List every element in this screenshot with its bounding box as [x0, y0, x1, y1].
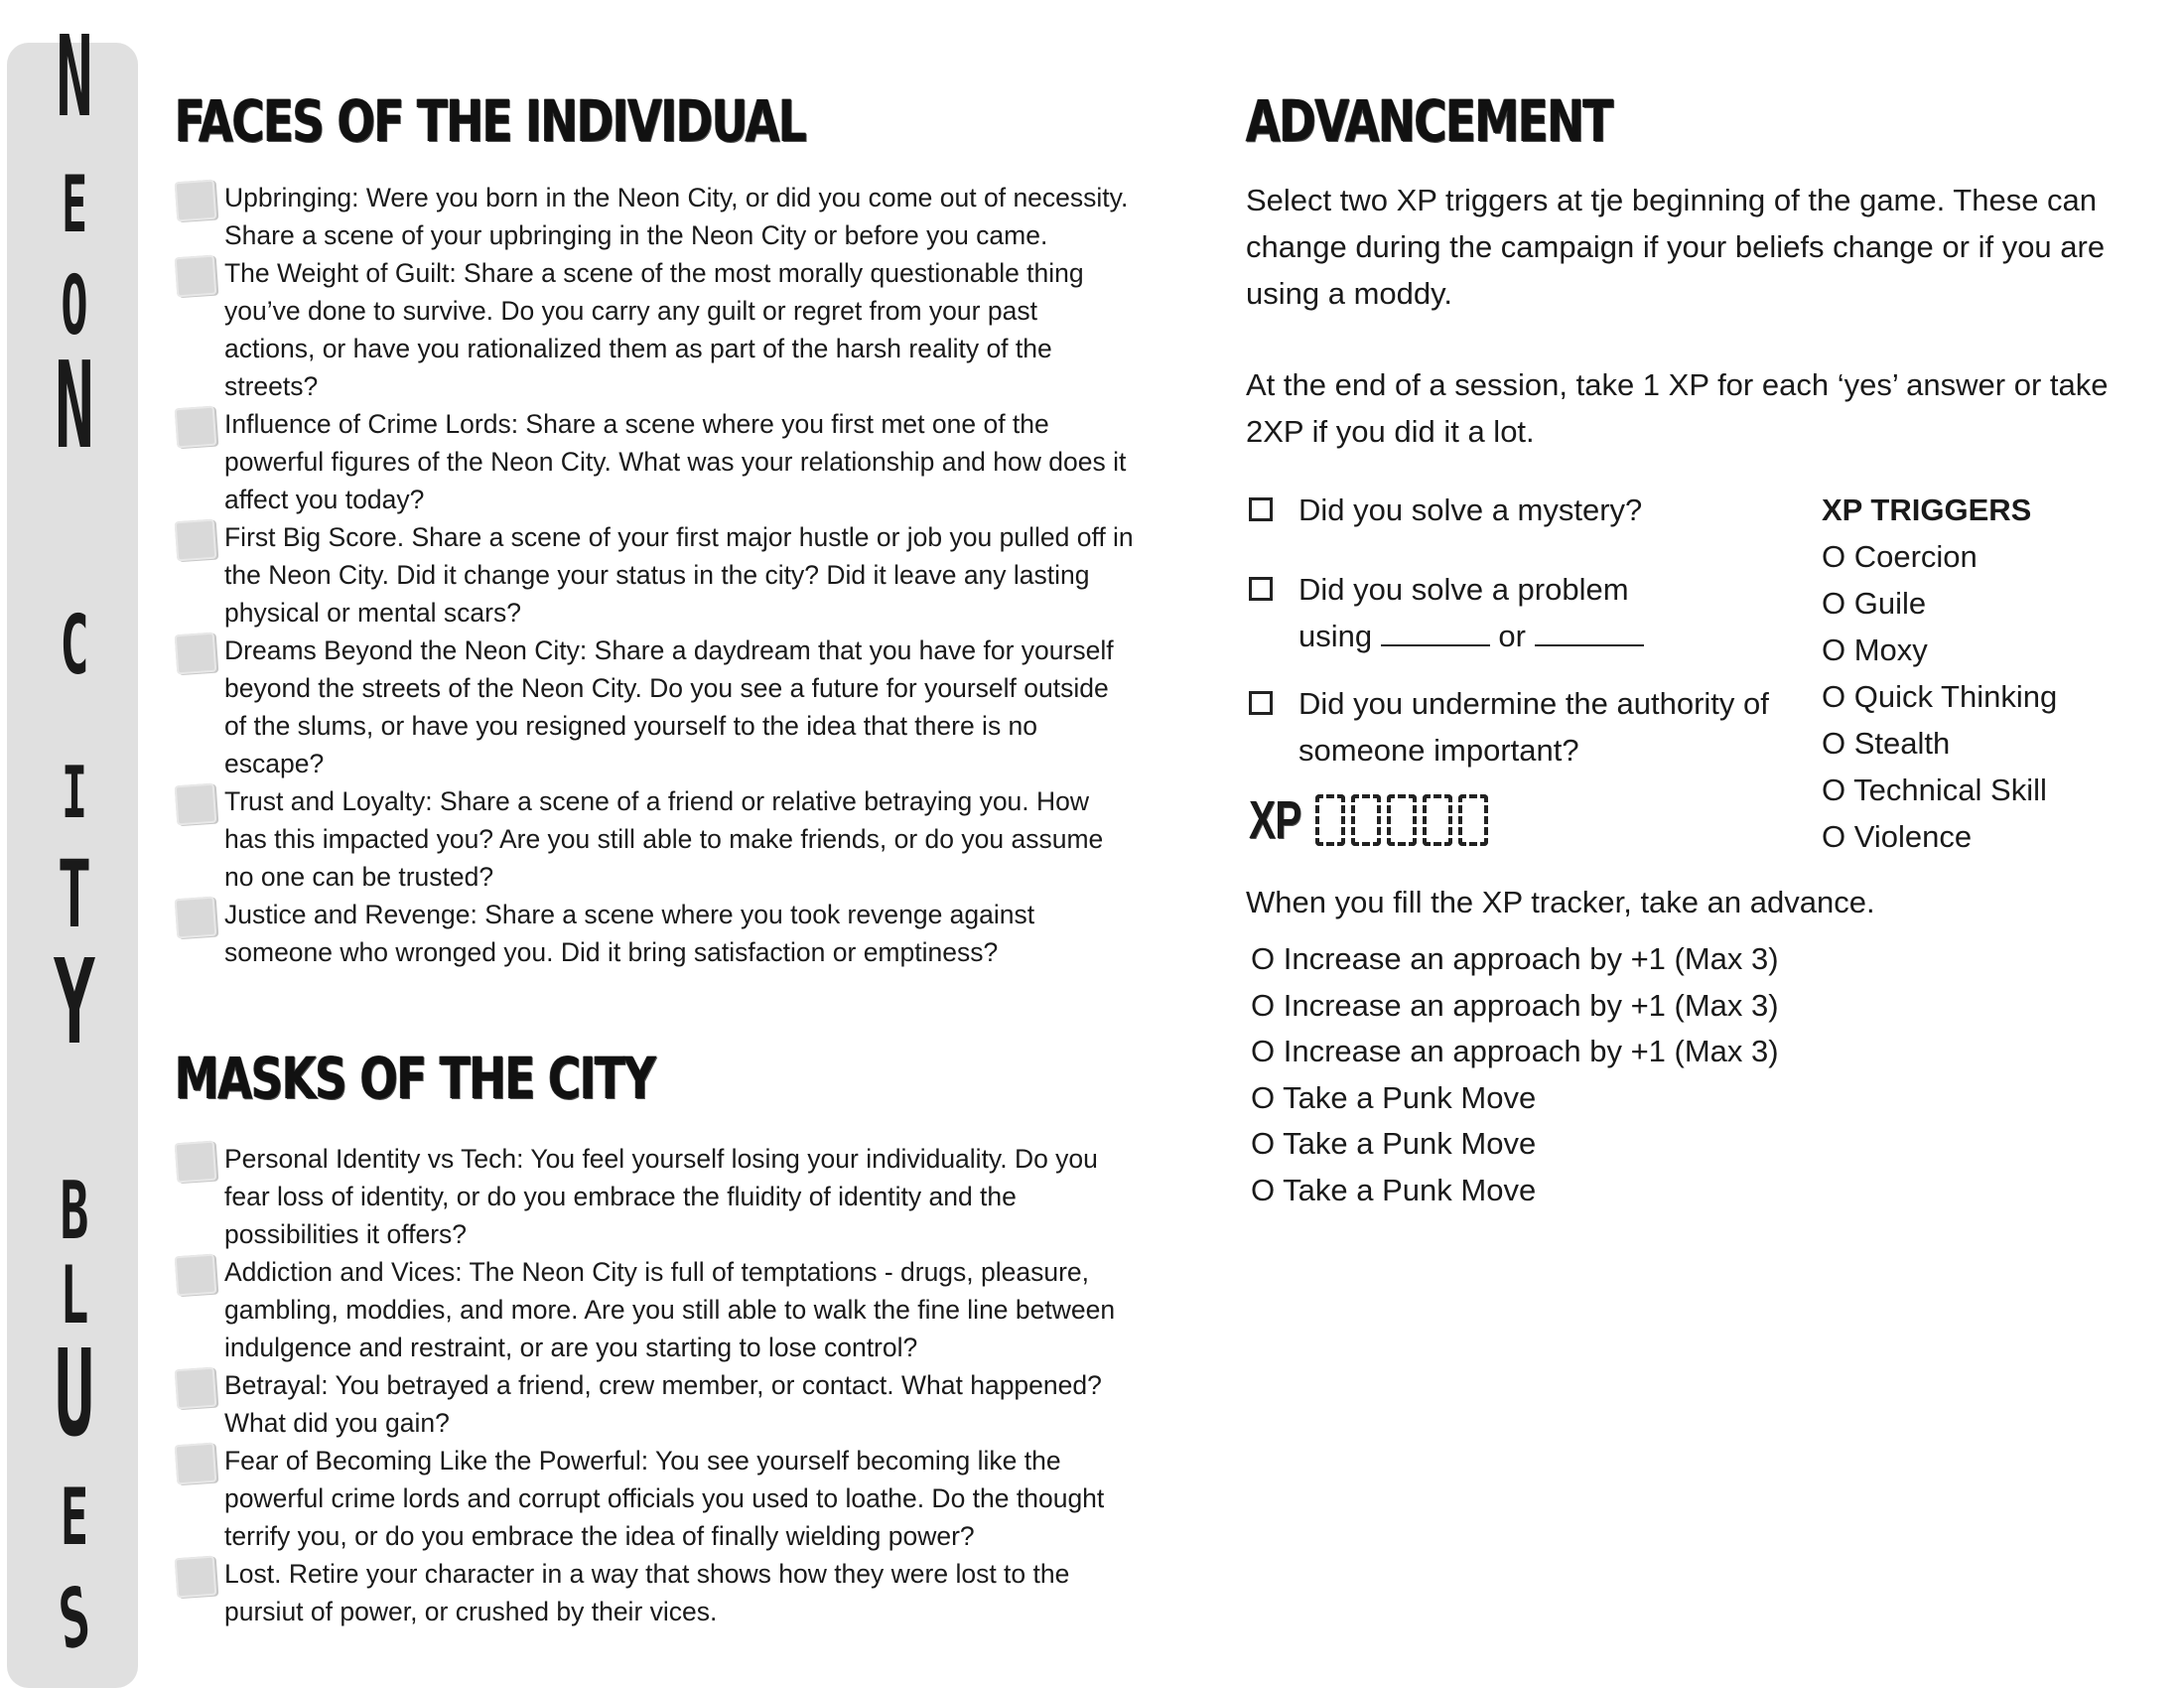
- checkbox-icon[interactable]: [1249, 577, 1273, 601]
- sidebar-letter: C: [60, 599, 89, 693]
- question-text: Did you undermine the authority of someone important?: [1298, 686, 1769, 768]
- tracker-instruction: When you fill the XP tracker, take an advance.: [1246, 885, 1875, 919]
- checkbox-icon[interactable]: [175, 519, 217, 562]
- masks-list: [171, 1140, 1134, 1630]
- faces-item-text: The Weight of Guilt: Share a scene of the most morally questionable thing you’ve done to survive. Do you carry any guilt or regret from your past actions, or have you rationalized them as part of the harsh reality of the streets?: [224, 258, 1084, 401]
- xp-tracker: [1315, 794, 1488, 846]
- sidebar-letter: N: [55, 338, 94, 476]
- faces-item: [171, 896, 1134, 971]
- sidebar-letter: S: [54, 1567, 95, 1671]
- checkbox-icon[interactable]: [175, 1443, 217, 1485]
- sidebar-letter: I: [61, 751, 88, 834]
- advancement-xp-rule: At the end of a session, take 1 XP for each ‘yes’ answer or take 2XP if you did it a lot.: [1246, 367, 2109, 449]
- sidebar-letter: L: [60, 1249, 89, 1341]
- question-text: [1298, 566, 1795, 659]
- faces-heading: FACES OF THE INDIVIDUAL: [175, 87, 806, 155]
- checkbox-icon[interactable]: [175, 406, 217, 449]
- checkbox-icon[interactable]: [175, 897, 217, 939]
- sidebar-letter: U: [55, 1326, 94, 1464]
- xp-box[interactable]: [1423, 794, 1452, 846]
- masks-item-text: Lost. Retire your character in a way that shows how they were lost to the pursiut of power, or crushed by their vices.: [224, 1559, 1070, 1626]
- advancement-heading: ADVANCEMENT: [1246, 87, 1612, 155]
- sidebar-letter: Y: [53, 933, 96, 1070]
- trigger-option[interactable]: O Moxy: [1822, 633, 1928, 667]
- question-using-label: using: [1298, 619, 1373, 653]
- advance-option[interactable]: O Increase an approach by +1 (Max 3): [1251, 1034, 1779, 1068]
- trigger-option[interactable]: O Violence: [1822, 819, 1973, 854]
- faces-item-text: Influence of Crime Lords: Share a scene where you first met one of the powerful figures of the Neon City. What was your relationship and how does it affect you today?: [224, 409, 1127, 514]
- advances-list: [1251, 936, 1779, 1213]
- checkbox-icon[interactable]: [1249, 691, 1273, 715]
- faces-list: [171, 179, 1134, 971]
- checkbox-icon[interactable]: [175, 1254, 217, 1297]
- question-text: Did you solve a mystery?: [1298, 492, 1643, 527]
- trigger-option[interactable]: O Technical Skill: [1822, 773, 2047, 807]
- checkbox-icon[interactable]: [175, 1367, 217, 1410]
- xp-box[interactable]: [1315, 794, 1345, 846]
- checkbox-icon[interactable]: [175, 633, 217, 675]
- trigger-option[interactable]: O Quick Thinking: [1822, 679, 2058, 714]
- masks-item-text: Addiction and Vices: The Neon City is full of temptations - drugs, pleasure, gambling, moddies, and more. Are you still able to walk the fine line between indulgence and restraint, or are you starting to lose control?: [224, 1257, 1116, 1362]
- masks-item-text: Fear of Becoming Like the Powerful: You see yourself becoming like the powerful crime lords and corrupt officials you used to loathe. Do the thought terrify you, or do you embrace the idea of finally wielding power?: [224, 1446, 1105, 1551]
- masks-heading: MASKS OF THE CITY: [175, 1045, 655, 1112]
- masks-item-text: Betrayal: You betrayed a friend, crew member, or contact. What happened? What did you gain?: [224, 1370, 1102, 1438]
- xp-question-authority: [1249, 680, 1795, 774]
- trigger-option[interactable]: O Coercion: [1822, 539, 1978, 574]
- faces-item-text: Dreams Beyond the Neon City: Share a daydream that you have for yourself beyond the streets of the Neon City. Do you see a future for yourself outside of the slums, or have you resigned yourself to the idea that there is no escape?: [224, 635, 1114, 778]
- sidebar-letter: E: [62, 161, 87, 250]
- advance-option[interactable]: O Increase an approach by +1 (Max 3): [1251, 987, 1779, 1023]
- masks-item-text: Personal Identity vs Tech: You feel yourself losing your individuality. Do you fear loss of identity, or do you embrace the fluidity of identity and the possibilities it offers?: [224, 1144, 1098, 1249]
- xp-triggers-title: XP TRIGGERS: [1822, 492, 2032, 527]
- xp-box[interactable]: [1387, 794, 1417, 846]
- question-or-label: or: [1498, 619, 1526, 653]
- masks-item: [171, 1253, 1134, 1366]
- faces-item: [171, 782, 1134, 896]
- sidebar-letter: O: [61, 259, 88, 353]
- xp-box[interactable]: [1458, 794, 1488, 846]
- masks-item: [171, 1140, 1134, 1253]
- checkbox-icon[interactable]: [175, 180, 217, 222]
- faces-item: [171, 254, 1134, 405]
- faces-item: [171, 179, 1134, 254]
- faces-item-text: Trust and Loyalty: Share a scene of a friend or relative betraying you. How has this impacted you? Are you still able to make friends, or do you assume no one can be trusted?: [224, 786, 1104, 892]
- xp-label: XP: [1249, 790, 1301, 850]
- blank-field[interactable]: [1535, 623, 1644, 646]
- checkbox-icon[interactable]: [175, 783, 217, 826]
- trigger-option[interactable]: O Guile: [1822, 586, 1927, 621]
- faces-item: [171, 518, 1134, 632]
- advance-option[interactable]: O Take a Punk Move: [1251, 1079, 1537, 1115]
- faces-item-text: Upbringing: Were you born in the Neon City, or did you come out of necessity. Share a scene of your upbringing in the Neon City or before you came.: [224, 183, 1129, 250]
- faces-item: [171, 405, 1134, 518]
- xp-box[interactable]: [1351, 794, 1381, 846]
- faces-item-text: Justice and Revenge: Share a scene where you took revenge against someone who wronged you. Did it bring satisfaction or emptiness?: [224, 900, 1035, 967]
- blank-field[interactable]: [1381, 623, 1490, 646]
- question-line: Did you solve a problem: [1298, 572, 1629, 607]
- xp-question-problem: [1249, 566, 1795, 659]
- checkbox-icon[interactable]: [175, 1556, 217, 1599]
- sidebar-letter: E: [60, 1474, 89, 1563]
- xp-triggers-panel: [1822, 487, 2159, 860]
- checkbox-icon[interactable]: [1249, 497, 1273, 521]
- checkbox-icon[interactable]: [175, 1141, 217, 1184]
- sidebar-letter: T: [58, 841, 91, 949]
- sidebar-letter: B: [60, 1165, 89, 1257]
- advancement-intro: Select two XP triggers at tje beginning of the game. These can change during the campaign if your beliefs change or if you are using a moddy.: [1246, 183, 2106, 311]
- checkbox-icon[interactable]: [175, 255, 217, 298]
- xp-question-mystery: [1249, 487, 1795, 533]
- masks-item: [171, 1555, 1134, 1630]
- advance-option[interactable]: O Take a Punk Move: [1251, 1126, 1537, 1161]
- faces-item: [171, 632, 1134, 782]
- sidebar-letter: N: [56, 13, 93, 142]
- advance-option[interactable]: O Take a Punk Move: [1251, 1172, 1537, 1207]
- masks-item: [171, 1442, 1134, 1555]
- trigger-option[interactable]: O Stealth: [1822, 726, 1951, 761]
- masks-item: [171, 1366, 1134, 1442]
- advance-option[interactable]: O Increase an approach by +1 (Max 3): [1251, 941, 1779, 976]
- faces-item-text: First Big Score. Share a scene of your first major hustle or job you pulled off in the Neon City. Did it change your status in the city? Did it leave any lasting physical or mental scars?: [224, 522, 1134, 628]
